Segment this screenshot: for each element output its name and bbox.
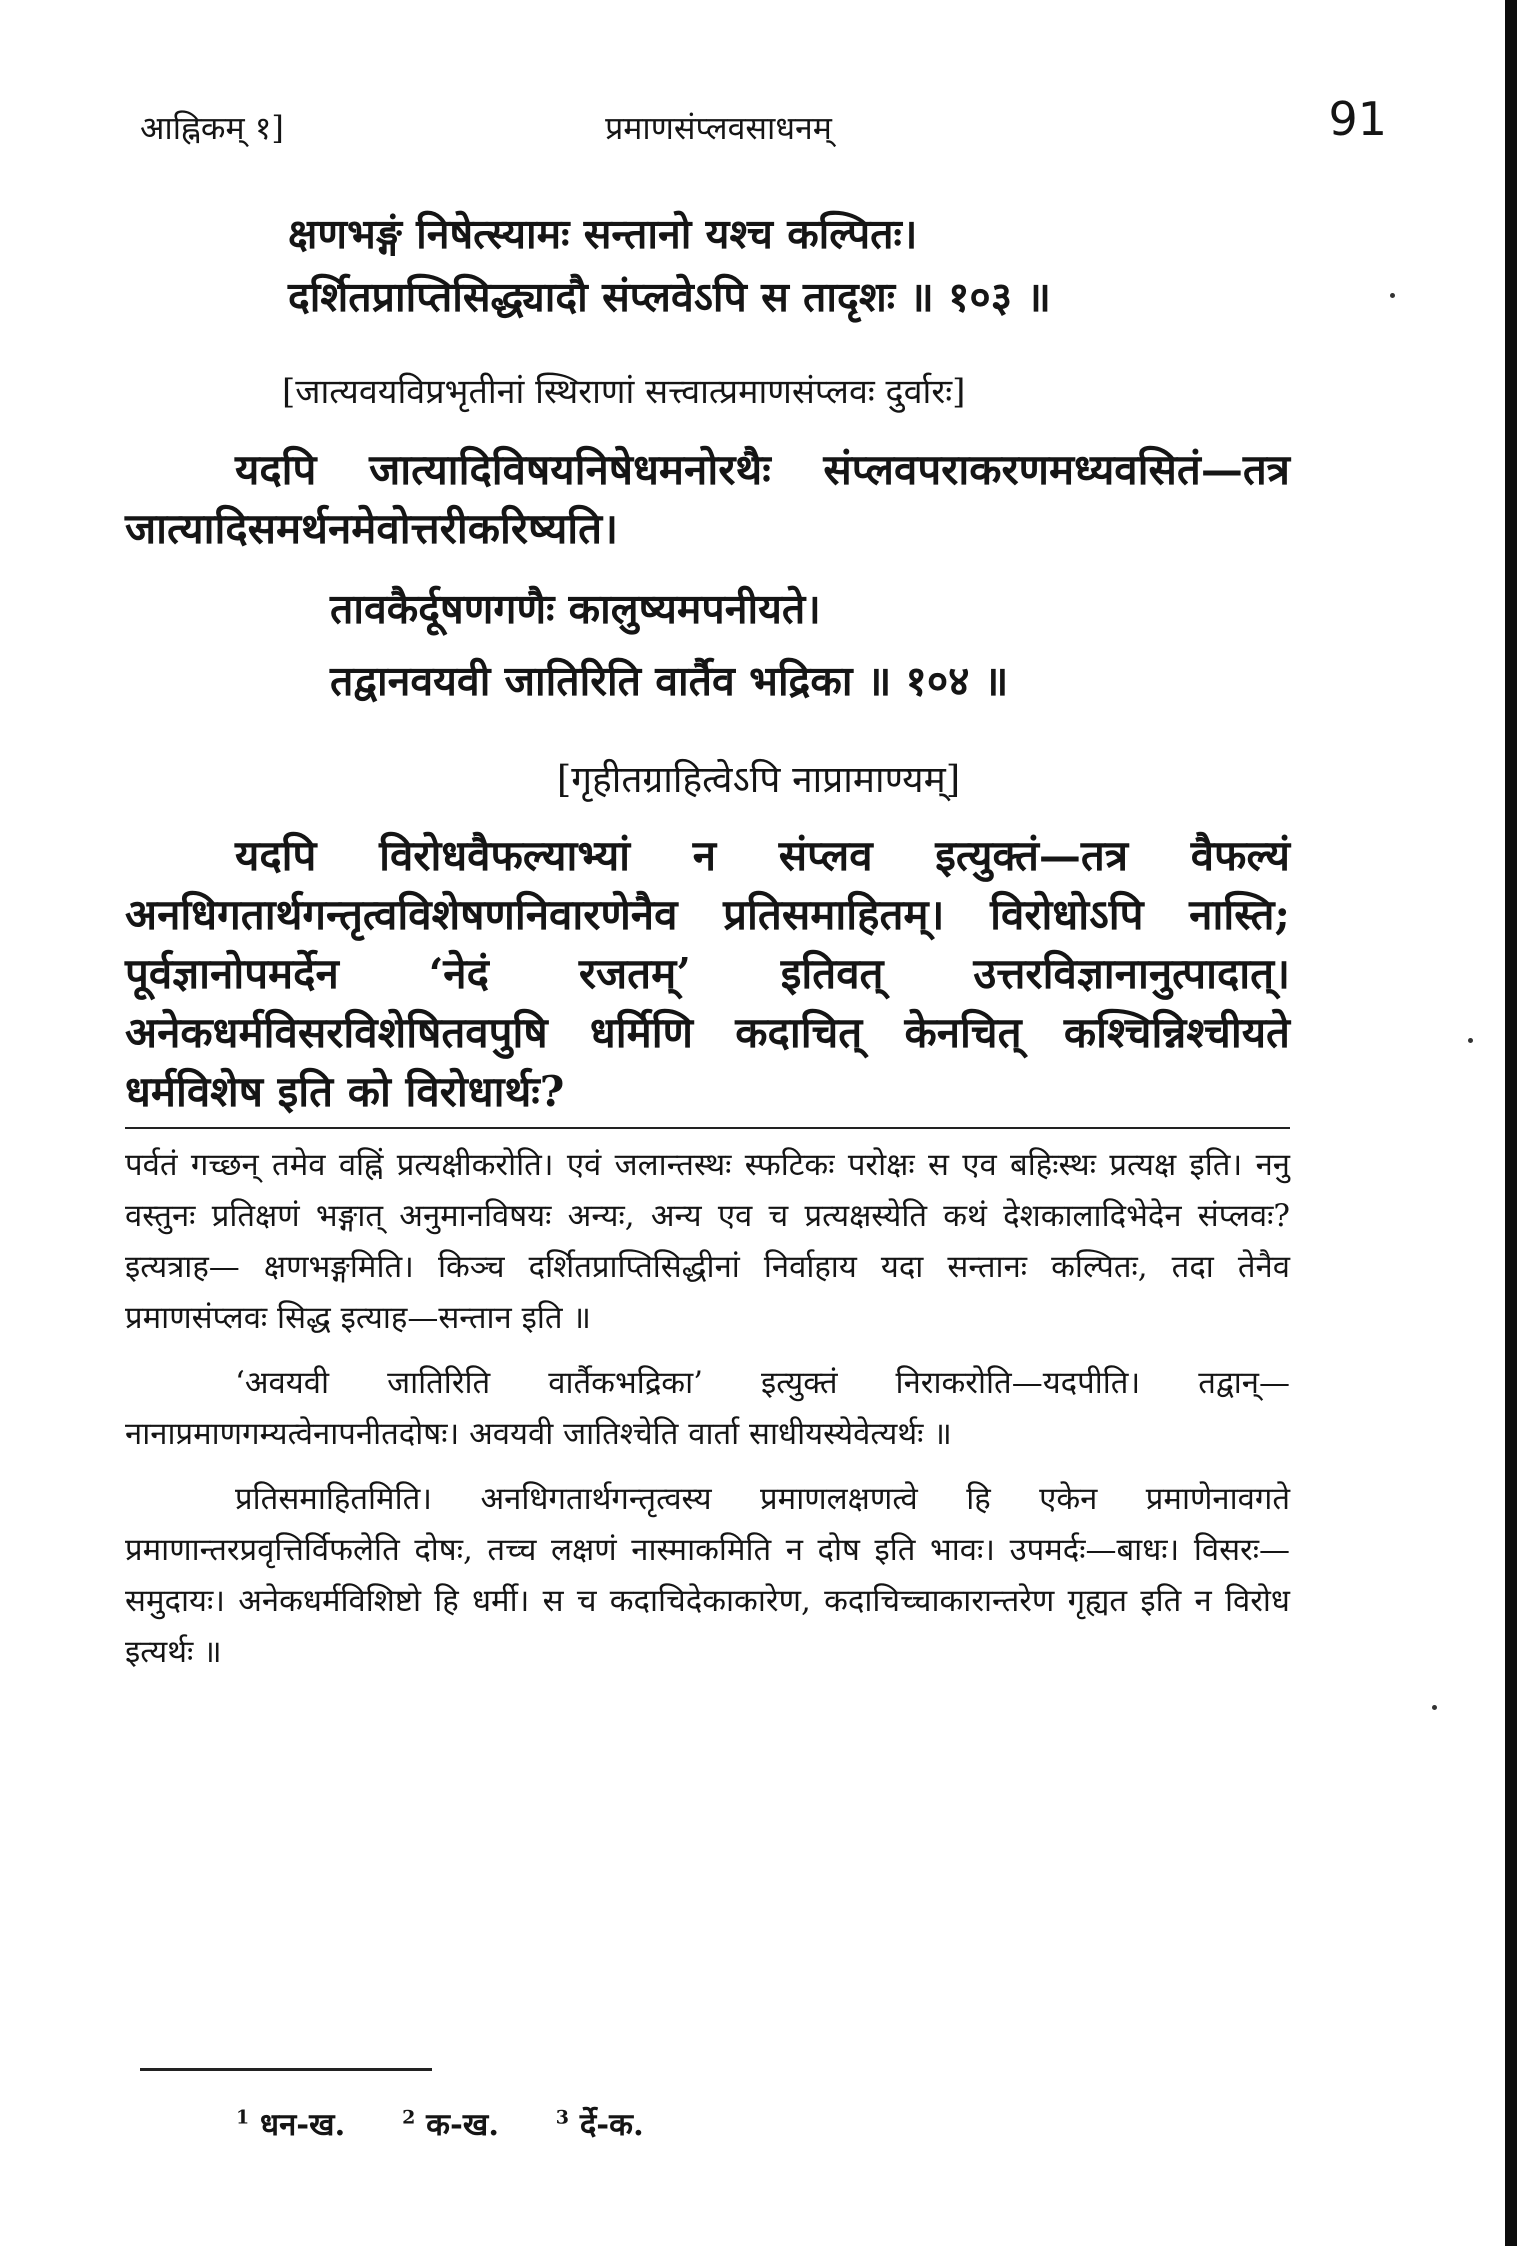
main-paragraph-1 — [125, 440, 1290, 558]
main-paragraph-2 — [125, 826, 1290, 1121]
footnote-text: र्दे-क. — [579, 2107, 644, 2143]
page-edge-rule — [1505, 0, 1517, 2246]
footnote-mark: 2 — [402, 2106, 416, 2129]
footnote-1 — [236, 2107, 345, 2143]
running-header — [140, 92, 1387, 160]
speck — [1468, 1038, 1473, 1043]
commentary — [125, 1140, 1290, 1692]
commentary-paragraph-3: प्रतिसमाहितमिति। अनधिगतार्थगन्तृत्वस्य प्रमाणलक्षणत्वे हि एकेन प्रमाणेनावगते प्रमाणान्तरप्रवृत्तिर्विफलेति दोषः, तच्च लक्षणं नास्माकमिति न दोष इति भावः। उपमर्दः—बाधः। विसरः—समुदायः। अनेकधर्मविशिष्टो हि धर्मी। स च कदाचिदेकाकारेण, कदाचिच्चाकारान्तरेण गृह्यत इति न विरोध इत्यर्थः ॥ — [125, 1481, 1290, 1670]
footnote-2 — [402, 2107, 499, 2143]
verse-104-line-1: तावकैर्दूषणगणैः कालुष्यमपनीयते। — [330, 585, 821, 633]
footnote-text: क-ख. — [426, 2107, 499, 2143]
footnote-mark: 3 — [555, 2106, 570, 2129]
section-heading-2: [गृहीतग्राहित्वेऽपि नाप्रामाण्यम्] — [556, 758, 961, 801]
chapter-label: आह्निकम् १] — [140, 109, 284, 147]
footnote-mark: 1 — [236, 2106, 250, 2129]
footnote-divider — [140, 2068, 432, 2071]
speck — [1390, 293, 1395, 298]
verse-103-line-1: क्षणभङ्गं निषेत्स्यामः सन्तानो यश्च कल्पितः। — [288, 210, 918, 258]
footnote-text: धन-ख. — [260, 2107, 346, 2143]
page-number: 91 — [1328, 92, 1387, 146]
section-heading-1: [जात्यवयविप्रभृतीनां स्थिराणां सत्त्वात्प्रमाणसंप्लवः दुर्वारः] — [282, 372, 966, 412]
commentary-divider — [125, 1127, 1290, 1129]
paragraph-text: यदपि जात्यादिविषयनिषेधमनोरथैः संप्लवपराकरणमध्यवसितं—तत्र जात्यादिसमर्थनमेवोत्तरीकरिष्यति। — [125, 445, 1290, 553]
section-title: प्रमाणसंप्लवसाधनम् — [605, 109, 832, 147]
verse-104-line-2: तद्वानवयवी जातिरिति वार्तैव भद्रिका ॥ १०४ ॥ — [330, 657, 1009, 705]
footnotes — [236, 2103, 690, 2145]
speck — [1432, 1705, 1437, 1710]
verse-103-line-2: दर्शितप्राप्तिसिद्ध्यादौ संप्लवेऽपि स तादृशः ॥ १०३ ॥ — [288, 273, 1051, 321]
paragraph-text: यदपि विरोधवैफल्याभ्यां न संप्लव इत्युक्तं—तत्र वैफल्यं अनधिगतार्थगन्तृत्वविशेषणनिवारणेनैव प्रतिसमाहितम्। विरोधोऽपि नास्ति; पूर्वज्ञानोपमर्देन ‘नेदं रजतम्’ इतिवत् उत्तरविज्ञानानुत्पादात्। अनेकधर्मविसरविशेषितवपुषि धर्मिणि कदाचित् केनचित् कश्चिन्निश्चीयते धर्मविशेष इति को विरोधार्थः? — [125, 831, 1290, 1116]
commentary-paragraph-1: पर्वतं गच्छन् तमेव वह्निं प्रत्यक्षीकरोति। एवं जलान्तस्थः स्फटिकः परोक्षः स एव बहिःस्थः प्रत्यक्ष इति। ननु वस्तुनः प्रतिक्षणं भङ्गात् अनुमानविषयः अन्यः, अन्य एव च प्रत्यक्षस्येति कथं देशकालादिभेदेन संप्लवः? इत्यत्राह— क्षणभङ्गमिति। किञ्च दर्शितप्राप्तिसिद्धीनां निर्वाहाय यदा सन्तानः कल्पितः, तदा तेनैव प्रमाणसंप्लवः सिद्ध इत्याह—सन्तान इति ॥ — [125, 1147, 1290, 1336]
footnote-3 — [556, 2107, 644, 2143]
commentary-paragraph-2: ‘अवयवी जातिरिति वार्तैकभद्रिका’ इत्युक्तं निराकरोति—यदपीति। तद्वान्—नानाप्रमाणगम्यत्वेनापनीतदोषः। अवयवी जातिश्चेति वार्ता साधीयस्येवेत्यर्थः ॥ — [125, 1365, 1290, 1452]
